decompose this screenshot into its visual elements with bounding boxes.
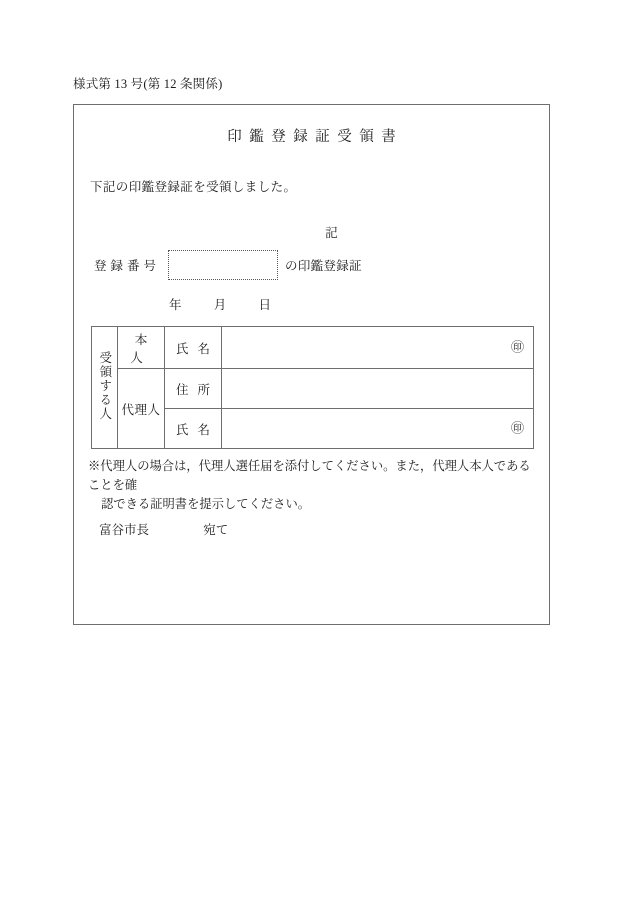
principal-label: 本人	[130, 332, 157, 365]
agent-label-cell	[118, 369, 165, 449]
agent-address-input[interactable]	[222, 381, 533, 396]
date-line	[169, 295, 271, 313]
ki-marker: 記	[325, 226, 338, 240]
intro-sentence: 下記の印鑑登録証を受領しました。	[90, 180, 297, 194]
vertical-header-cell	[92, 327, 118, 449]
principal-label-cell	[118, 327, 165, 369]
table-row	[92, 327, 534, 369]
agent-label: 代理人	[121, 402, 161, 417]
registration-number-suffix: の印鑑登録証	[285, 259, 362, 273]
document-title: 印鑑登録証受領書	[227, 129, 404, 145]
agent-address-entry-cell[interactable]	[222, 369, 534, 409]
agent-name-entry-cell[interactable]	[222, 409, 534, 449]
registration-number-row	[90, 250, 362, 280]
note-block	[88, 457, 540, 514]
principal-name-entry-cell[interactable]	[222, 327, 534, 369]
date-day-label: 日	[258, 298, 272, 312]
registration-number-label: 登録番号	[94, 259, 161, 273]
addressee-recipient: 富谷市長	[99, 523, 150, 537]
form-number: 様式第 13 号(第 12 条関係)	[73, 77, 223, 91]
seal-stamp-icon: ㊞	[510, 421, 524, 436]
document-frame	[73, 104, 550, 625]
receipt-table	[91, 326, 534, 449]
note-line-2: 認できる証明書を提示してください。	[101, 497, 311, 512]
principal-name-label: 氏名	[175, 341, 219, 356]
table-row	[92, 369, 534, 409]
agent-name-input[interactable]	[222, 421, 533, 436]
vertical-header-label: 受領する人	[97, 350, 112, 421]
agent-address-label-cell	[165, 369, 222, 409]
principal-name-label-cell	[165, 327, 222, 369]
agent-name-label: 氏名	[175, 422, 219, 437]
principal-name-input[interactable]	[222, 340, 533, 355]
date-month-label: 月	[213, 298, 227, 312]
note-line-1: ※代理人の場合は，代理人選任届を添付してください。また，代理人本人であることを確	[88, 459, 531, 493]
registration-number-input[interactable]	[168, 250, 278, 280]
addressee-suffix: 宛て	[203, 523, 229, 537]
agent-address-label: 住所	[175, 382, 219, 397]
addressee-line	[99, 520, 228, 538]
seal-stamp-icon: ㊞	[510, 340, 524, 355]
agent-name-label-cell	[165, 409, 222, 449]
date-year-label: 年	[169, 298, 182, 312]
